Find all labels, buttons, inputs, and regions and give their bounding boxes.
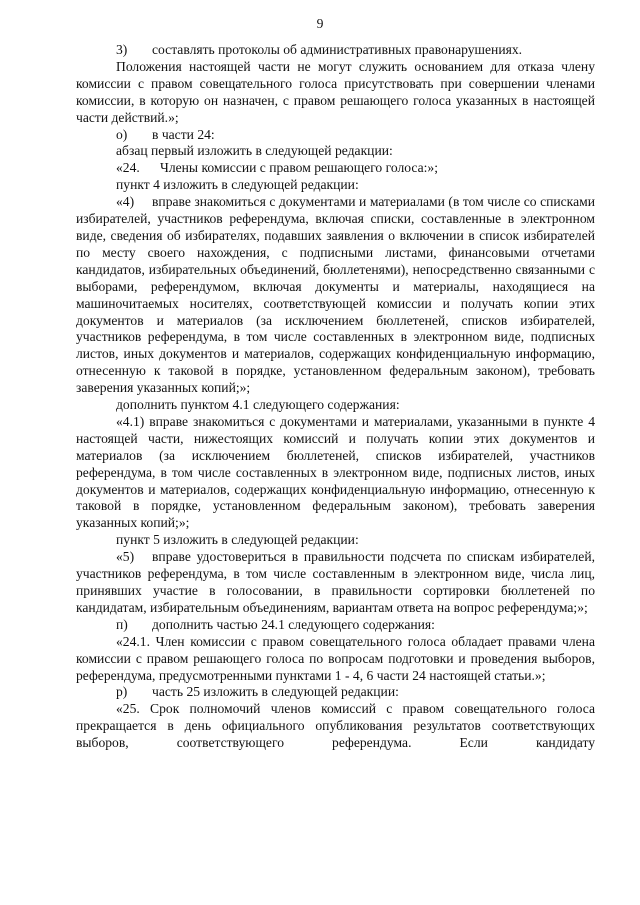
paragraph-item-3 [76,42,595,59]
paragraph-text: часть 25 изложить в следующей редакции: [152,684,399,700]
paragraph-text: вправе знакомиться с документами и материалами (в том числе со списками избирателей, участников референдума, включая списки, составленные в электронном виде, сведения об избирателях, подавших заявления о включении в список избирателей по месту своего нахождения, с подписными листами, финансовыми отчетами кандидатов, избирательных объединений, бюллетенями), непосредственно связанными с выборами, референдумом, включая документы и материалы, находящиеся на машиночитаемых носителях, соответствующей комиссии и получать копии этих документов и материалов (за исключением бюллетеней, списков избирателей, участников референдума, в том числе составленных в электронном виде, подписных листов, иных документов и материалов, содержащих конфиденциальную информацию, отнесенную к таковой в порядке, установленном федеральным законом), требовать заверения указанных копий;»; [76,194,595,396]
page-number: 9 [316,16,324,31]
paragraph-part-24-1: «24.1. Член комиссии с правом совещательного голоса обладает правами члена комиссии с правом решающего голоса по вопросам подготовки и проведения выборов, референдума, предусмотренными пунктами 1 - 4, 6 части 24 настоящей статьи.»; [76,633,595,683]
paragraph-text: в части 24: [152,126,215,142]
paragraph-text: составлять протоколы об административных правонарушениях. [152,42,523,57]
item-marker: «24. [116,160,140,176]
paragraph-text: дополнить частью 24.1 следующего содержания: [152,616,435,632]
paragraph: абзац первый изложить в следующей редакции: [116,143,393,159]
paragraph-item-o [76,127,595,144]
paragraph-text: вправе удостовериться в правильности подсчета по спискам избирателей, участников референдума, в том числе составленным в электронном виде, числа лиц, принявших участие в голосовании, в правильности сортировки бюллетеней по кандидатам, избирательным объединениям, вариантам ответа на вопрос референдума;»; [76,549,595,615]
document-body [76,42,595,752]
paragraph-item-4 [76,194,595,397]
item-marker: п) [116,616,128,632]
paragraph-item-r [76,684,595,701]
item-marker: о) [116,126,128,142]
item-marker: 3) [116,42,128,57]
paragraph-part-25: «25. Срок полномочий членов комиссий с правом совещательного голоса прекращается в день официального опубликования результатов соответствующих выборов, соответствующего референдума. Если кандидату [76,701,595,751]
paragraph-item-p [76,617,595,634]
paragraph-item-5 [76,549,595,617]
paragraph: пункт 4 изложить в следующей редакции: [116,177,359,193]
paragraph-text: Члены комиссии с правом решающего голоса:»; [160,160,438,176]
paragraph-part-24 [76,160,595,177]
item-marker: «5) [116,549,135,565]
paragraph-item-4-1: «4.1) вправе знакомиться с документами и материалами, указанными в пункте 4 настоящей части, нижестоящих комиссий и получать копии этих документов и материалов (за исключением бюллетеней, списков избирателей, участников референдума, в том числе составленных в электронном виде, подписных листов, иных документов и материалов, содержащих конфиденциальную информацию, отнесенную к таковой в порядке, установленном федеральным законом), требовать заверения указанных копий;»; [76,413,595,531]
paragraph: дополнить пунктом 4.1 следующего содержания: [116,397,400,413]
item-marker: р) [116,684,128,700]
paragraph: Положения настоящей части не могут служить основанием для отказа члену комиссии с правом совещательного голоса присутствовать при совершении членами комиссии, в которую он назначен, с правом решающего голоса указанных в настоящей части действий.»; [76,58,595,125]
item-marker: «4) [116,194,135,210]
paragraph: пункт 5 изложить в следующей редакции: [116,532,359,548]
